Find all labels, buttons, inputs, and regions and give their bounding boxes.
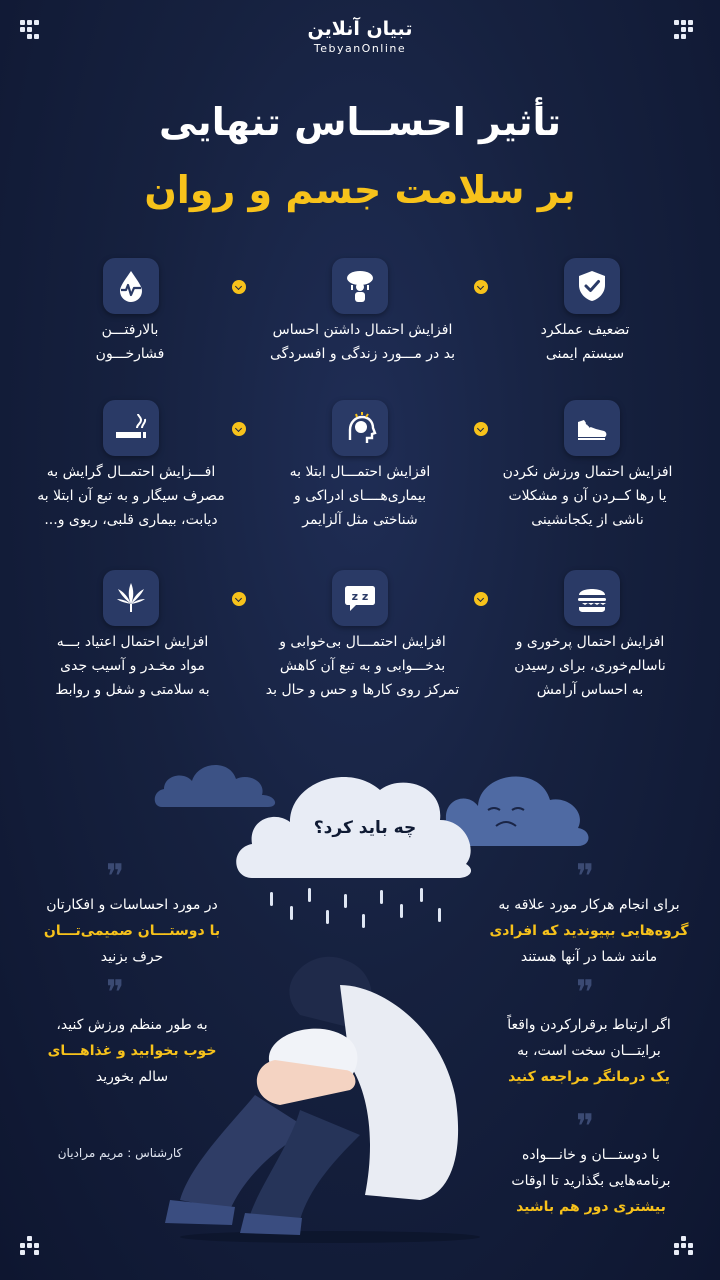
title-line-1: تأثیر احســاس تنهایی (158, 100, 562, 144)
expert-credit: کارشناس : مریم مرادیان (57, 1146, 183, 1160)
sneaker-icon (564, 400, 620, 456)
cigarette-icon (103, 400, 159, 456)
quote-icon: ❞ (576, 857, 595, 897)
chevron-down-icon (232, 280, 246, 294)
sad-person-illustration (150, 945, 510, 1245)
shield-check-icon (564, 258, 620, 314)
corner-pattern-icon (20, 20, 46, 46)
effect-exercise: افزایش احتمال ورزش نکردن یا رها کــردن آن و مشکلات ناشی از یکجانشینی (502, 464, 673, 528)
effect-smoking: افـــزایش احتمــال گرایش به مصرف سیگار و به تبع آن ابتلا به دیابت، بیماری قلبی، ریوی و... (37, 464, 225, 528)
effect-immune: تضعیف عملکرد سیستم ایمنی (540, 322, 630, 362)
corner-pattern-icon (674, 1236, 700, 1262)
svg-text:z z: z z (351, 590, 369, 603)
corner-pattern-icon (674, 20, 700, 46)
tip-exercise-sleep: به طور منظم ورزش کنید، خوب بخوابید و غذاهـــای سالم بخورید (47, 1017, 217, 1085)
blood-drop-pulse-icon (103, 258, 159, 314)
tip-therapist: اگر ارتباط برقرارکردن واقعاً برایتـــان سخت است، به یک درمانگر مراجعه کنید (507, 1017, 671, 1085)
brand-name-fa: تبیان آنلاین (307, 18, 413, 40)
chevron-down-icon (474, 592, 488, 606)
corner-pattern-icon (20, 1236, 46, 1262)
effect-addiction: افزایش احتمال اعتیاد بـــه مواد مخـدر و آسیب جدی به سلامتی و شغل و روابط (55, 634, 210, 698)
person-rain-cloud-icon (332, 258, 388, 314)
chevron-down-icon (474, 280, 488, 294)
question-label: چه باید کرد؟ (313, 818, 417, 838)
effect-blood-pressure: بالارفتـــن فشارخـــون (95, 322, 165, 362)
brain-head-icon (332, 400, 388, 456)
tip-join-groups: برای انجام هرکار مورد علاقه به گروه‌هایی بپیوندید که افرادی مانند شما در آنها هستند (489, 897, 689, 965)
effect-overeating: افزایش احتمال پرخوری و ناسالم‌خوری، برای رسیدن به احساس آرامش (514, 634, 666, 698)
tip-talk-friends: در مورد احساسات و افکارتان با دوستـــان صمیمی‌تـــان حرف بزنید (43, 897, 221, 965)
quote-icon: ❞ (576, 1107, 595, 1147)
title-line-2: بر سلامت جسم و روان (144, 168, 576, 212)
sleep-bubble-icon (332, 570, 388, 626)
chevron-down-icon (232, 422, 246, 436)
effect-insomnia: افزایش احتمـــال بی‌خوابی و بدخـــوابی و به تبع آن کاهش تمرکز روی کارها و حس و حال بد (265, 634, 460, 698)
quote-icon: ❞ (106, 857, 125, 897)
effect-depression: افزایش احتمال داشتن احساس بد در مـــورد زندگی و افسردگی (270, 322, 455, 362)
chevron-down-icon (232, 592, 246, 606)
chevron-down-icon (474, 422, 488, 436)
rain-drops (260, 888, 460, 948)
quote-icon: ❞ (106, 973, 125, 1013)
quote-icon: ❞ (576, 973, 595, 1013)
brand-logo (260, 18, 460, 55)
burger-icon (564, 570, 620, 626)
effect-alzheimer: افزایش احتمـــال ابتلا به بیماری‌هــــای ادراکی و شناختی مثل آلزایمر (289, 464, 431, 528)
tip-family-time: با دوستـــان و خانـــواده برنامه‌هایی بگذارید تا اوقات بیشتری دور هم باشید (511, 1147, 671, 1215)
cannabis-leaf-icon (103, 570, 159, 626)
brand-name-en: TebyanOnline (313, 42, 407, 55)
